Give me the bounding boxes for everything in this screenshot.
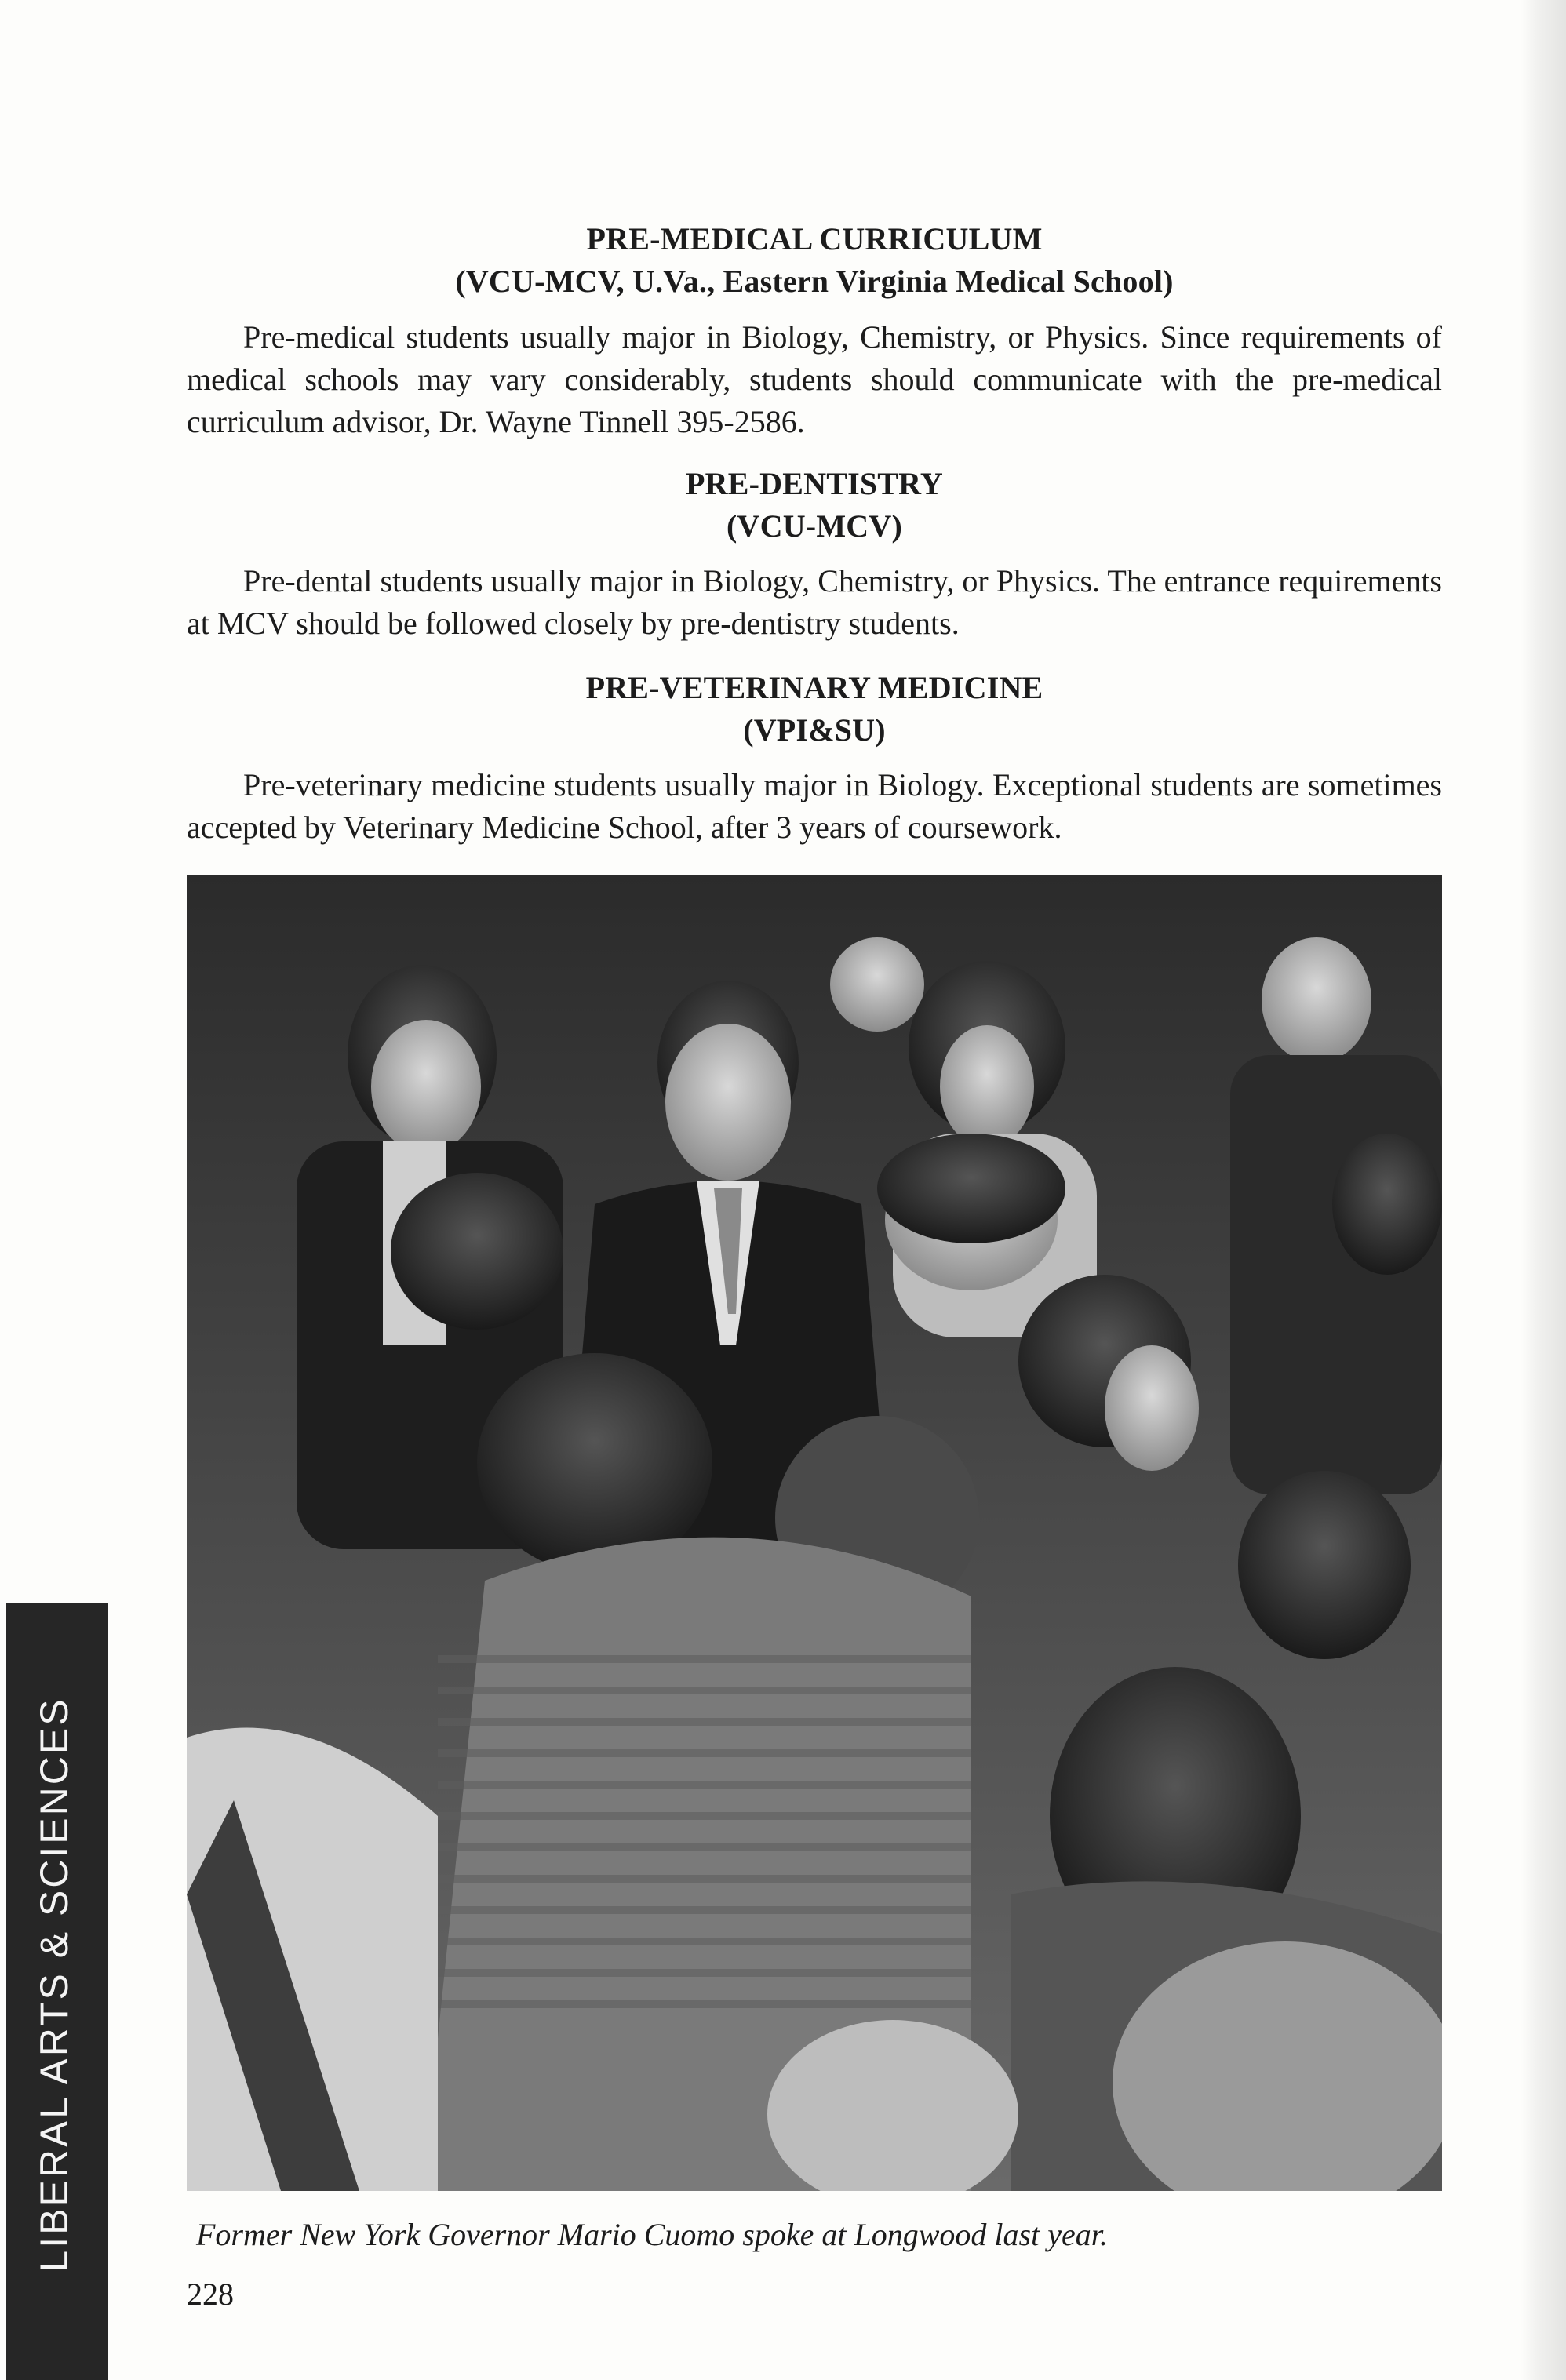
page-number: 228	[187, 2276, 234, 2312]
heading-line-1: PRE-VETERINARY MEDICINE	[585, 670, 1043, 705]
heading-line-1: PRE-DENTISTRY	[686, 466, 943, 501]
section-heading-premedical	[187, 218, 1442, 303]
section-heading-predentistry	[187, 463, 1442, 548]
section-heading-preveterinary	[187, 667, 1442, 751]
heading-line-2: (VCU-MCV)	[727, 508, 902, 544]
side-tab-label: LIBERAL ARTS & SCIENCES	[32, 1697, 76, 2273]
crowd-photo	[187, 875, 1442, 2191]
section-body-preveterinary: Pre-veterinary medicine students usually major in Biology. Exceptional students are sometimes accepted by Veterinary Medicine School, after 3 years of coursework.	[187, 767, 1442, 845]
section-body-premedical: Pre-medical students usually major in Biology, Chemistry, or Physics. Since requirements of medical schools may vary considerably, students should communicate with the pre-medical curriculum advisor, Dr. Wayne Tinnell 395-2586.	[187, 319, 1442, 439]
heading-line-2: (VCU-MCV, U.Va., Eastern Virginia Medical School)	[455, 264, 1174, 299]
photo-caption: Former New York Governor Mario Cuomo spoke at Longwood last year.	[196, 2217, 1108, 2252]
heading-line-2: (VPI&SU)	[743, 712, 886, 748]
section-body-predentistry: Pre-dental students usually major in Biology, Chemistry, or Physics. The entrance requirements at MCV should be followed closely by pre-dentistry students.	[187, 563, 1442, 641]
crowd-photo-illustration	[187, 875, 1442, 2191]
heading-line-1: PRE-MEDICAL CURRICULUM	[586, 221, 1043, 257]
page-edge-shadow	[1520, 0, 1566, 2380]
